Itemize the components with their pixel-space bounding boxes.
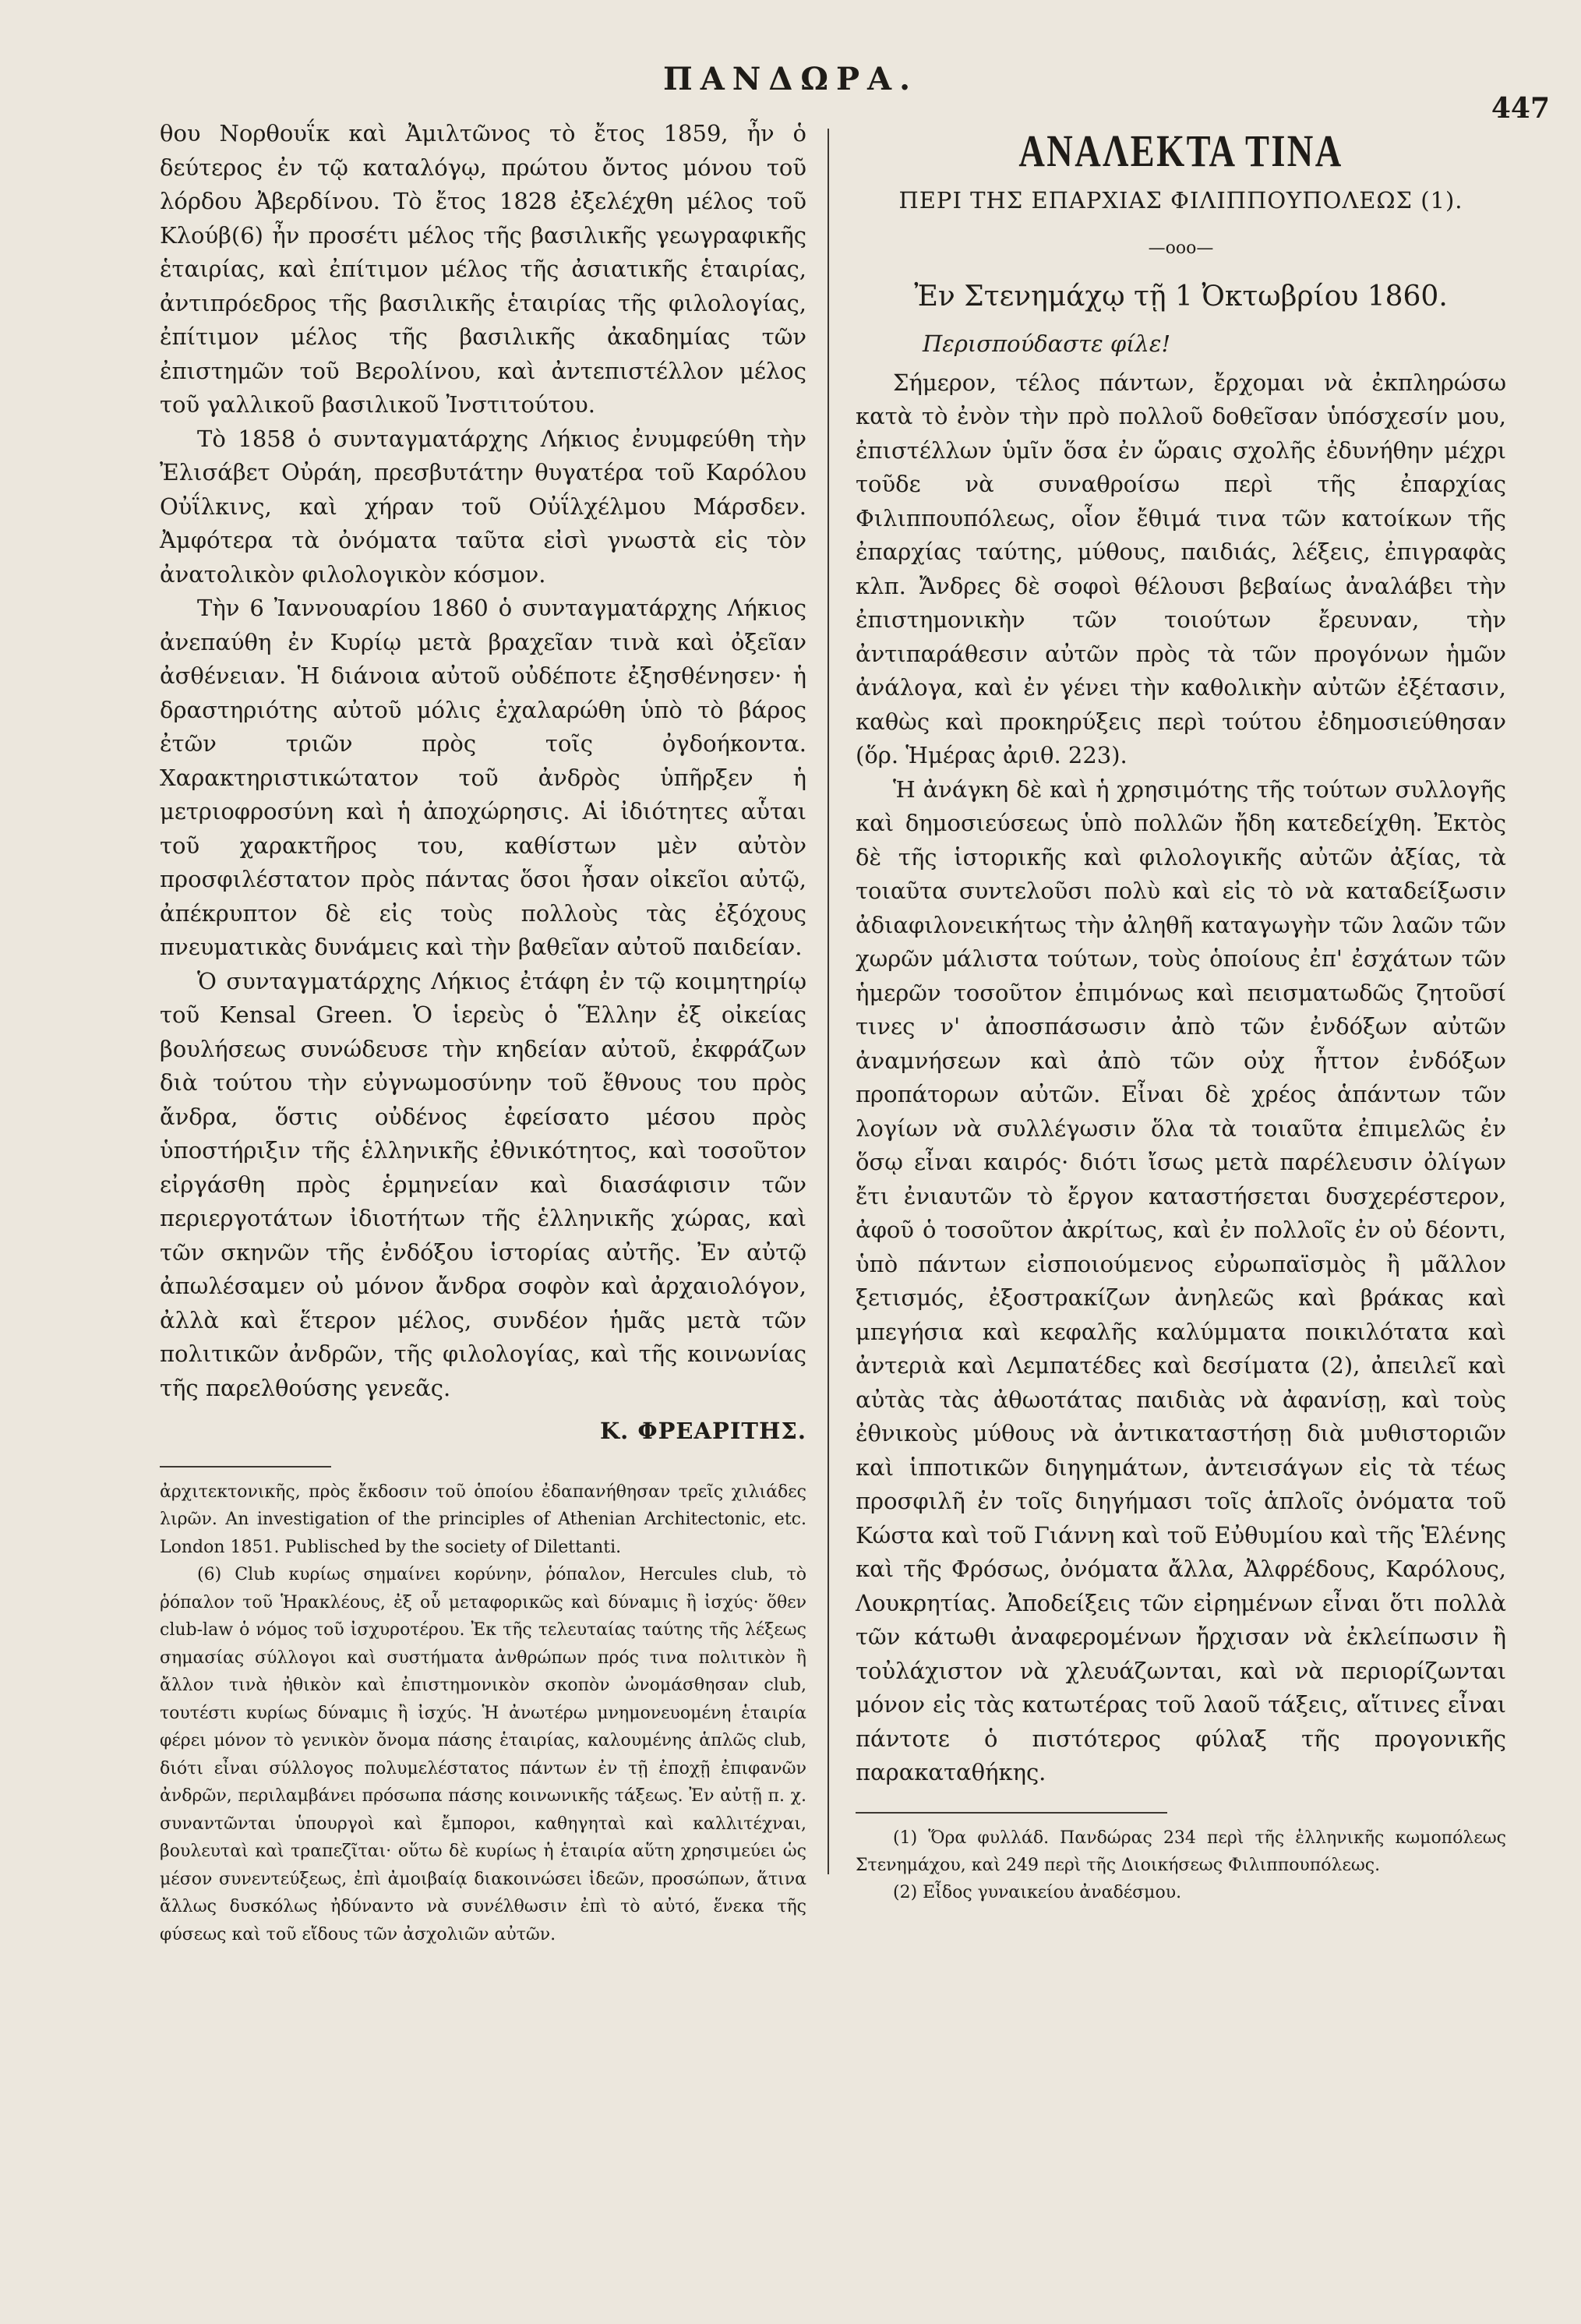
section-ornament: —ooo—	[1148, 238, 1214, 258]
footnote-2: (2) Εἶδος γυναικείου ἀναδέσμου.	[893, 1882, 1182, 1902]
page-number: 447	[1491, 92, 1550, 125]
footnote-1: (1) Ὅρα φυλλάδ. Πανδώρας 234 περὶ τῆς ἑλληνικῆς κωμοπόλεως Στενημάχου, καὶ 249 περὶ τῆς Διοικήσεως Φιλιππουπόλεως.	[856, 1828, 1506, 1875]
left-paragraph-4: Ὁ συνταγματάρχης Λήκιος ἐτάφη ἐν τῷ κοιμητηρίῳ τοῦ Kensal Green. Ὁ ἱερεὺς ὁ Ἕλλην ἐξ οἰκείας βουλήσεως συνώδευσε τὴν κηδείαν αὐτοῦ, ἐκφράζων διὰ τούτου τὴν εὐγνωμοσύνην τοῦ ἔθνους του πρὸς ἄνδρα, ὅστις οὐδένος ἐφείσατο μέσου πρὸς ὑποστήριξιν τῆς ἑλληνικῆς ἐθνικότητος, καὶ τοσοῦτον εἰργάσθη πρὸς ἑρμηνείαν καὶ διασάφισιν τῶν περιεργοτάτων ἰδιοτήτων τῆς ἑλληνικῆς χώρας, καὶ τῶν σκηνῶν τῆς ἐνδόξου ἱστορίας αὐτῆς. Ἐν αὐτῷ ἀπωλέσαμεν οὐ μόνον ἄνδρα σοφὸν καὶ ἀρχαιολόγον, ἀλλὰ καὶ ἕτερον μέλος, συνδέον ἡμᾶς μετὰ τῶν πολιτικῶν ἀνδρῶν, τῆς φιλολογίας, καὶ τῆς κοινωνίας τῆς παρελθούσης γενεᾶς.	[160, 967, 806, 1401]
letter-dateline: Ἐν Στενημάχῳ τῇ 1 Ὀκτωβρίου 1860.	[914, 280, 1448, 313]
left-note-continued: ἀρχιτεκτονικῆς, πρὸς ἔκδοσιν τοῦ ὁποίου ἐδαπανήθησαν τρεῖς χιλιάδες λιρῶν. An investigation of the principles of Athenian Architectonic, etc. London 1851. Publisched by the society of Dilettanti.	[160, 1482, 806, 1557]
left-column	[160, 117, 806, 1948]
left-notes	[160, 1478, 806, 1949]
right-column	[856, 117, 1506, 1906]
article-signature: Κ. ΦΡΕΑΡΙΤΗΣ.	[599, 1418, 806, 1444]
footnote-separator	[856, 1812, 1167, 1814]
left-paragraph-1: θου Νορθουΐκ καὶ Ἀμιλτῶνος τὸ ἔτος 1859, ἦν ὁ δεύτερος ἐν τῷ καταλόγῳ, πρώτου ὄντος μόνου τοῦ λόρδου Ἀβερδίνου. Τὸ ἔτος 1828 ἐξελέχθη μέλος τοῦ Κλούβ(6) ἦν προσέτι μέλος τῆς βασιλικῆς γεωγραφικῆς ἑταιρίας, καὶ ἐπίτιμον μέλος τῆς ἀσιατικῆς ἑταιρίας, ἀντιπρόεδρος τῆς βασιλικῆς ἑταιρίας τῆς φιλολογίας, ἐπίτιμον μέλος τῆς βασιλικῆς ἀκαδημίας τῶν ἐπιστημῶν τοῦ Βερολίνου, καὶ ἀντεπιστέλλον μέλος τοῦ γαλλικοῦ βασιλικοῦ Ἰνστιτούτου.	[160, 120, 806, 418]
left-note-6: (6) Club κυρίως σημαίνει κορύνην, ῥόπαλον, Hercules club, τὸ ῥόπαλον τοῦ Ἡρακλέους, ἐξ οὗ μεταφορικῶς καὶ δύναμις ἢ ἰσχύς· ὅθεν club-law ὁ νόμος τοῦ ἰσχυροτέρου. Ἐκ τῆς τελευταίας ταύτης τῆς λέξεως σημασίας σύλλογοι καὶ συστήματα ἀνθρώπων πρός τινα πολιτικὸν ἢ ἄλλον τινὰ ἠθικὸν καὶ ἐπιστημονικὸν σκοπὸν ὠνομάσθησαν club, τουτέστι κυρίως δύναμις ἢ ἰσχύς. Ἡ ἀνωτέρω μνημονευομένη ἑταιρία φέρει μόνον τὸ γενικὸν ὄνομα πάσης ἑταιρίας, καλουμένης ἁπλῶς club, διότι εἶναι σύλλογος πολυμελέστατος πάντων ἐν τῇ ἐποχῇ ἐπιφανῶν ἀνδρῶν, περιλαμβάνει πρόσωπα πάσης κοινωνικῆς τάξεως. Ἐν αὐτῇ π. χ. συναντῶνται ὑπουργοὶ καὶ ἔμποροι, καθηγηταὶ καὶ καλλιτέχναι, βουλευταὶ καὶ τραπεζῖται· οὕτω δὲ κυρίως ἡ ἑταιρία αὕτη χρησιμεύει ὡς μέσον συνεντεύξεως, ἐπὶ ἀμοιβαίᾳ διακοινώσει ἰδεῶν, προσώπων, ἅτινα ἄλλως δυσκόλως ἠδύναντο νὰ συνέλθωσιν ἐπὶ τὸ αὐτό, ἕνεκα τῆς φύσεως καὶ τοῦ εἴδους τῶν ἀσχολιῶν αὐτῶν.	[160, 1565, 806, 1944]
left-paragraph-3: Τὴν 6 Ἰαννουαρίου 1860 ὁ συνταγματάρχης Λήκιος ἀνεπαύθη ἐν Κυρίῳ μετὰ βραχεῖαν τινὰ καὶ ὀξεῖαν ἀσθένειαν. Ἡ διάνοια αὐτοῦ οὐδέποτε ἐξησθένησεν· ἡ δραστηριότης αὐτοῦ μόλις ἐχαλαρώθη ὑπὸ τὸ βάρος ἐτῶν τριῶν πρὸς τοῖς ὀγδοήκοντα. Χαρακτηριστικώτατον τοῦ ἀνδρὸς ὑπῆρξεν ἡ μετριοφροσύνη καὶ ἡ ἀποχώρησις. Αἱ ἰδιότητες αὗται τοῦ χαρακτῆρος του, καθίστων μὲν αὐτὸν προσφιλέστατον πρὸς πάντας ὅσοι ἦσαν οἰκεῖοι αὐτῷ, ἀπέκρυπτον δὲ εἰς τοὺς πολλοὺς τὰς ἐξόχους πνευματικὰς δυνάμεις καὶ τὴν βαθεῖαν αὐτοῦ παιδείαν.	[160, 595, 806, 960]
section-subtitle: ΠΕΡΙ ΤΗΣ ΕΠΑΡΧΙΑΣ ΦΙΛΙΠΠΟΥΠΟΛΕΩΣ (1).	[898, 186, 1463, 214]
section-title: ΑΝΑΛΕΚΤΑ ΤΙΝΑ	[1018, 125, 1343, 176]
running-head: ΠΑΝΔΩΡΑ.	[662, 61, 919, 97]
right-paragraph-1: Σήμερον, τέλος πάντων, ἔρχομαι νὰ ἐκπληρώσω κατὰ τὸ ἐνὸν τὴν πρὸ πολλοῦ δοθεῖσαν ὑπόσχεσίν μου, ἐπιστέλλων ὑμῖν ὅσα ἐν ὥραις σχολῆς ἐδυνήθην μέχρι τοῦδε νὰ συναθροίσω περὶ τῆς ἐπαρχίας Φιλιππουπόλεως, οἷον ἔθιμά τινα τῶν κατοίκων τῆς ἐπαρχίας ταύτης, μύθους, παιδιάς, λέξεις, ἐπιγραφὰς κλπ. Ἄνδρες δὲ σοφοὶ θέλουσι βεβαίως ἀναλάβει τὴν ἐπιστημονικὴν τῶν τοιούτων ἔρευναν, τὴν ἀντιπαράθεσιν αὐτῶν πρὸς τὰ τῶν προγόνων ἡμῶν ἀνάλογα, καὶ ἐν γένει τὴν καθολικὴν αὐτῶν ἐξέτασιν, καθὼς καὶ προκηρύξεις περὶ τούτου ἐδημοσιεύθησαν (ὅρ. Ἡμέρας ἀριθ. 223).	[856, 369, 1506, 768]
right-paragraph-2: Ἡ ἀνάγκη δὲ καὶ ἡ χρησιμότης τῆς τούτων συλλογῆς καὶ δημοσιεύσεως ὑπὸ πολλῶν ἤδη κατεδείχθη. Ἐκτὸς δὲ τῆς ἱστορικῆς καὶ φιλολογικῆς αὐτῶν ἀξίας, τὰ τοιαῦτα συντελοῦσι πολὺ καὶ εἰς τὸ νὰ καταδείξωσιν ἀδιαφιλονεικήτως τὴν ἀληθῆ καταγωγὴν τῶν λαῶν τῶν χωρῶν μάλιστα τούτων, τοὺς ὁποίους ἐπ' ἐσχάτων τῶν ἡμερῶν τοσοῦτον ἐπιμόνως καὶ πεισματωδῶς ζητοῦσί τινες ν' ἀποσπάσωσιν ἀπὸ τῶν ἐνδόξων αὐτῶν ἀναμνήσεων καὶ ἀπὸ τῶν οὐχ ἧττον ἐνδόξων προπάτορων αὐτῶν. Εἶναι δὲ χρέος ἁπάντων τῶν λογίων νὰ συλλέγωσιν ὅλα τὰ τοιαῦτα ἐπιμελῶς ἐν ὅσῳ εἶναι καιρός· διότι ἴσως μετὰ παρέλευσιν ὀλίγων ἔτι ἐνιαυτῶν τὸ ἔργον καταστήσεται δυσχερέστερον, ἀφοῦ ὁ τοσοῦτον ἀκρίτως, καὶ ἐν πολλοῖς ἐν οὐ δέοντι, ὑπὸ πάντων εἰσποιούμενος εὐρωπαϊσμὸς ἢ μᾶλλον ξετισμός, ἐξοστρακίζων ἀνηλεῶς καὶ βράκας καὶ μπεγήσια καὶ κεφαλῆς καλύμματα ποικιλότατα καὶ ἀντεριὰ καὶ Λεμπατέδες καὶ δεσίματα (2), ἀπειλεῖ καὶ αὐτὰς τὰς ἀθωοτάτας παιδιὰς νὰ ἀφανίσῃ, καὶ τοὺς ἐθνικοὺς μύθους νὰ ἀντικαταστήσῃ διὰ μυθιστοριῶν καὶ ἱπποτικῶν διηγημάτων, ἀντεισάγων εἰς τὰ τέως προσφιλῆ ἐν τοῖς διηγήμασι τοῖς ἁπλοῖς ὀνόματα τοῦ Κώστα καὶ τοῦ Γιάννη καὶ τοῦ Εὐθυμίου καὶ τῆς Ἑλένης καὶ τῆς Φρόσως, ὀνόματα ἄλλα, Ἀλφρέδους, Καρόλους, Λουκρητίας. Ἀποδείξεις τῶν εἰρημένων εἶναι ὅτι πολλὰ τῶν κάτωθι ἀναφερομένων ἤρχισαν νὰ ἐκλείπωσιν ἢ τοὐλάχιστον νὰ χλευάζωνται, καὶ νὰ περιορίζωνται μόνον εἰς τὰς κατωτέρας τοῦ λαοῦ τάξεις, αἵτινες εἶναι πάντοτε ὁ πιστότερος φύλαξ τῆς προγονικῆς παρακαταθήκης.	[856, 775, 1506, 1785]
letter-salutation: Περισπούδαστε φίλε!	[923, 330, 1171, 357]
column-divider	[828, 129, 829, 1874]
notes-separator	[160, 1466, 331, 1468]
left-paragraph-2: Τὸ 1858 ὁ συνταγματάρχης Λήκιος ἐνυμφεύθη τὴν Ἐλισάβετ Οὐράη, πρεσβυτάτην θυγατέρα τοῦ Καρόλου Οὐΐλκινς, καὶ χήραν τοῦ Οὐΐλχέλμου Μάρσδεν. Ἀμφότερα τὰ ὀνόματα ταῦτα εἰσὶ γνωστὰ εἰς τὸν ἀνατολικὸν φιλολογικὸν κόσμον.	[160, 425, 806, 588]
